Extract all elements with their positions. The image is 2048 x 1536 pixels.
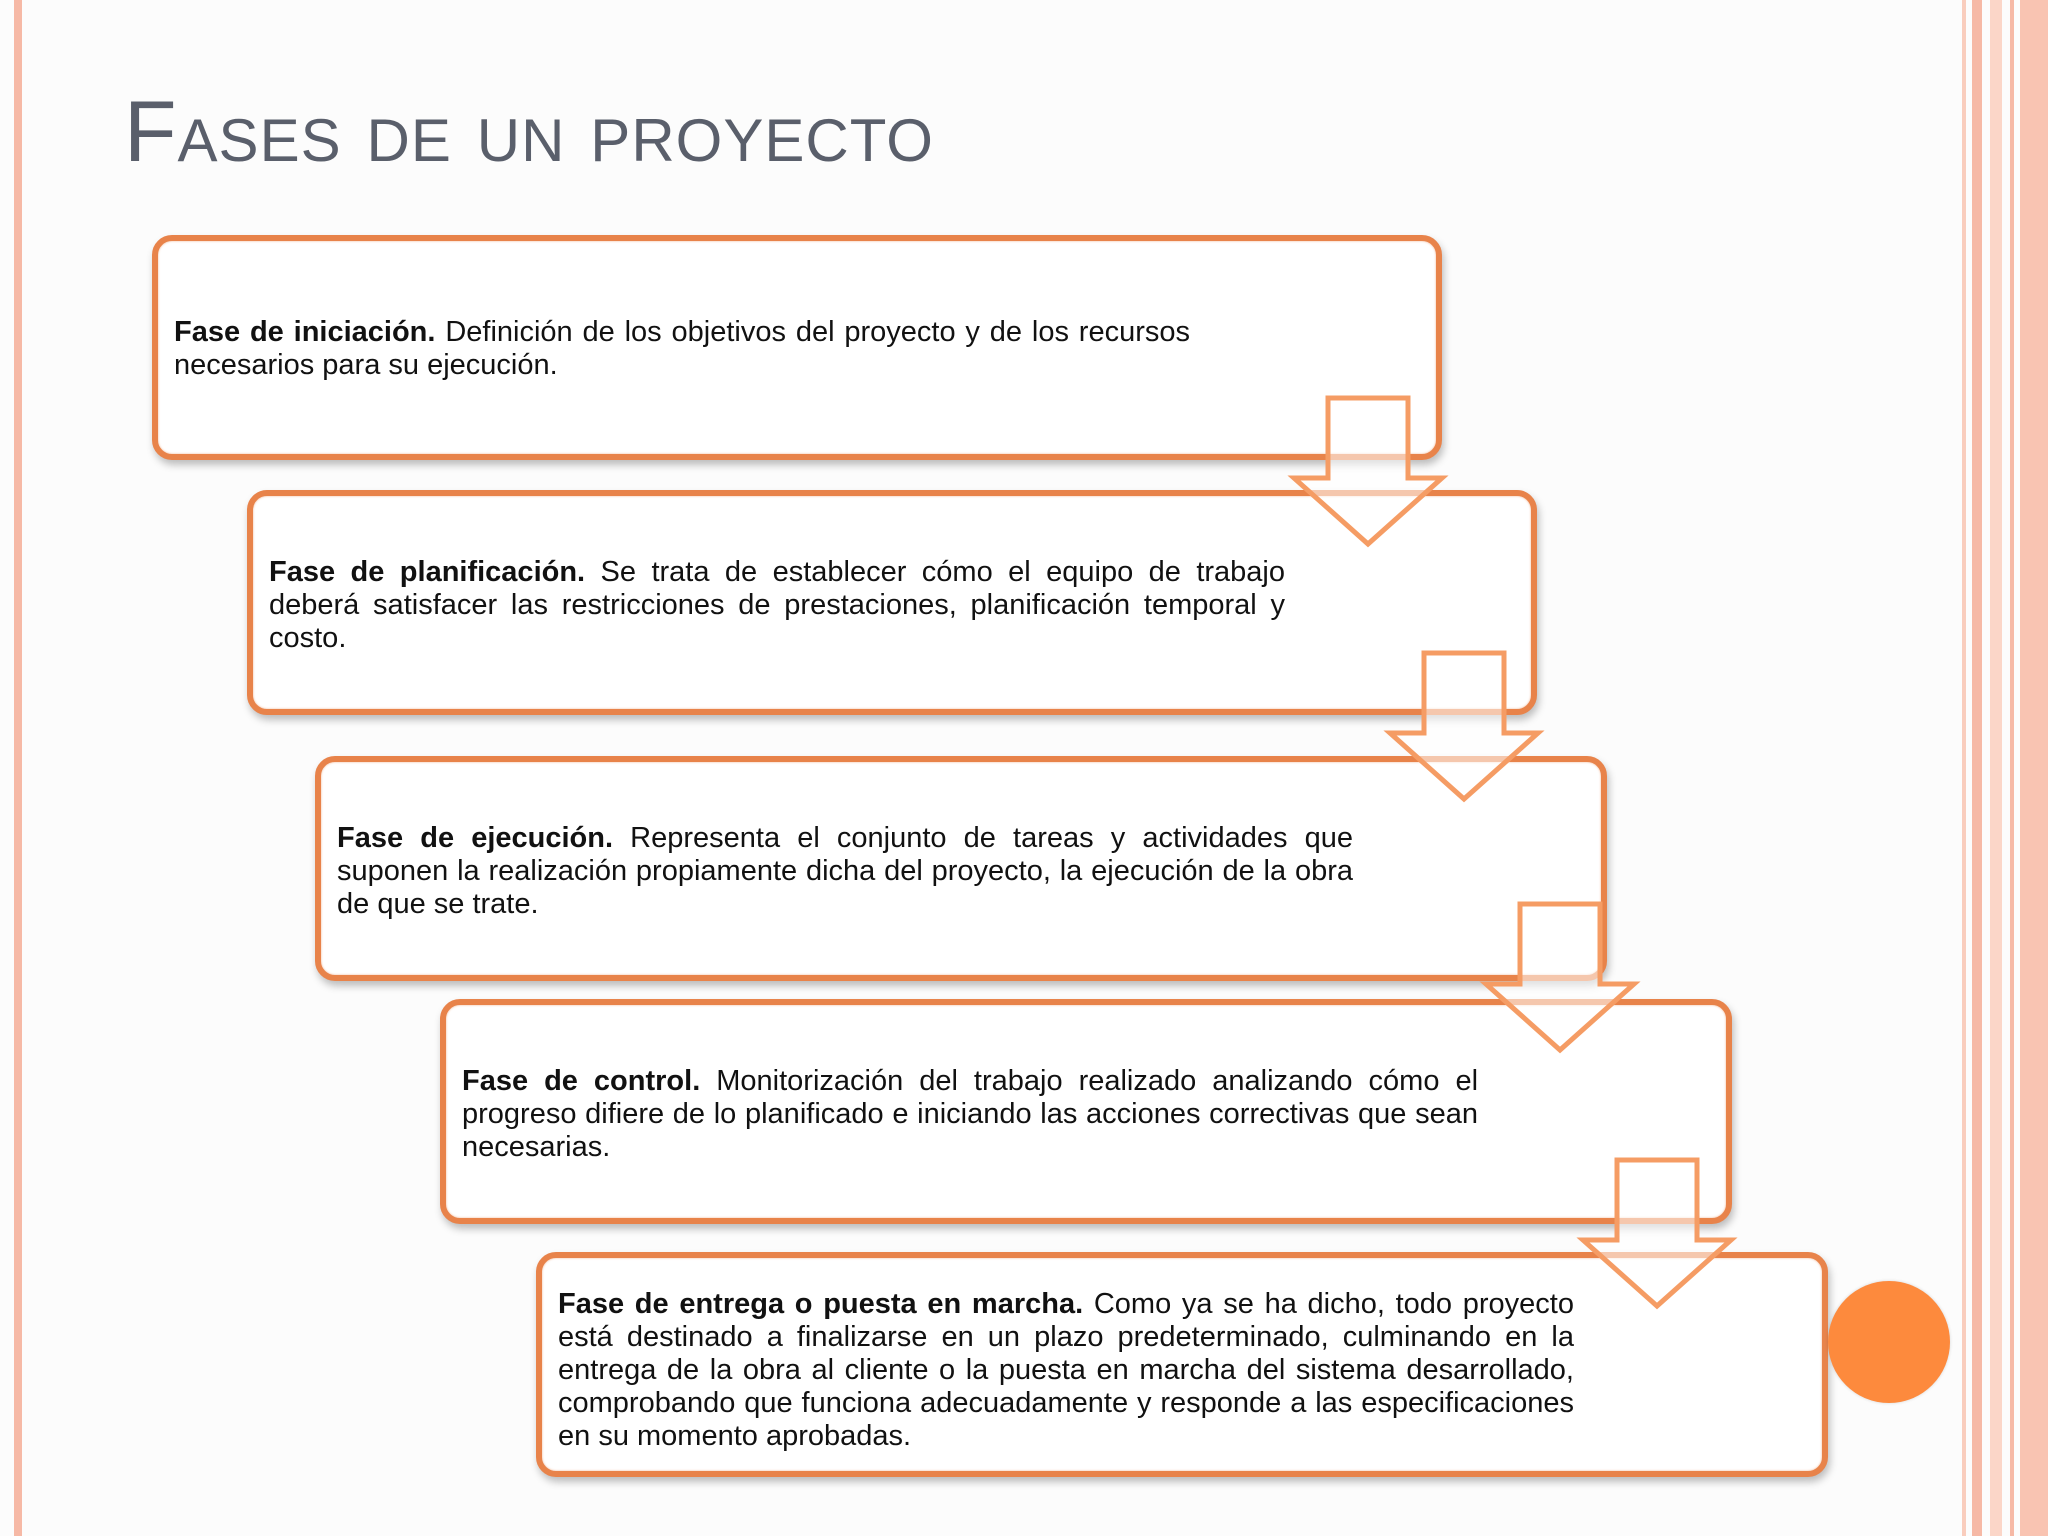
down-arrow-icon: [1579, 1158, 1739, 1308]
phase-text-ejecucion: [337, 822, 1353, 921]
slide-title: Fases de un proyecto: [124, 84, 934, 180]
down-arrow-icon: [1482, 902, 1642, 1052]
phase-description: Se trata de establecer cómo el equipo de trabajo deberá satisfacer las restricciones de prestaciones, planificación temporal y costo.: [269, 556, 1286, 654]
down-arrow-icon: [1290, 396, 1450, 546]
phase-name: Fase de planificación.: [269, 556, 586, 588]
down-arrow-icon: [1386, 651, 1546, 801]
phase-text-entrega: [558, 1288, 1574, 1453]
phase-text-control: [462, 1065, 1478, 1164]
phase-name: Fase de ejecución.: [337, 822, 614, 854]
phase-name: Fase de entrega o puesta en marcha.: [558, 1288, 1084, 1320]
phase-description: Monitorización del trabajo realizado analizando cómo el progreso difiere de lo planificado e iniciando las acciones correctivas que sean necesarias.: [462, 1065, 1479, 1163]
phase-text-iniciacion: [174, 316, 1190, 382]
phase-name: Fase de control.: [462, 1065, 701, 1097]
decorative-orange-circle: [1828, 1281, 1950, 1403]
phase-description: Representa el conjunto de tareas y actividades que suponen la realización propiamente dicha del proyecto, la ejecución de la obra de que se trate.: [337, 822, 1353, 920]
phase-box-iniciacion: [152, 235, 1442, 460]
phase-name: Fase de iniciación.: [174, 316, 436, 348]
phase-description: Como ya se ha dicho, todo proyecto está destinado a finalizarse en un plazo predeterminado, culminando en la entrega de la obra al cliente o la puesta en marcha del sistema desarrollado, comprobando que funciona adecuadamente y responde a las especificaciones en su momento aprobadas.: [558, 1288, 1574, 1452]
phase-description: Definición de los objetivos del proyecto y de los recursos necesarios para su ejecución.: [174, 316, 1190, 381]
right-decorative-stripes: [1962, 0, 2048, 1536]
left-decorative-stripe: [14, 0, 22, 1536]
phase-text-planificacion: [269, 556, 1285, 655]
